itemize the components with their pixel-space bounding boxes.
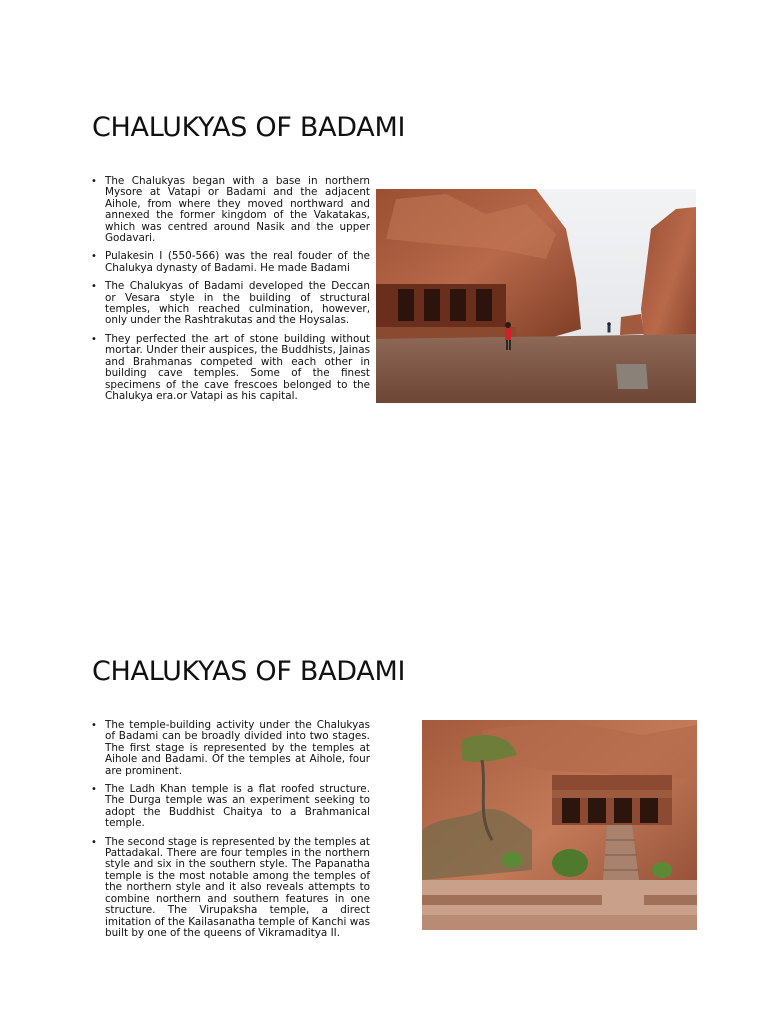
bullet-item	[90, 334, 370, 402]
cave-temple-photo	[422, 720, 697, 930]
bullet-dot-icon: •	[91, 784, 97, 796]
bullet-item	[90, 784, 370, 830]
slide-title: CHALUKYAS OF BADAMI	[92, 112, 406, 143]
bullet-text: The Chalukyas began with a base in northern Mysore at Vatapi or Badami and the adjacent Aihole, from where they moved northward and annexed the former kingdom of the Vakatakas, which was centred around Nasik and the upper Godavari.	[105, 175, 370, 245]
bullet-item	[90, 837, 370, 940]
bullet-dot-icon: •	[91, 281, 97, 293]
bullet-item	[90, 281, 370, 327]
bullet-item	[90, 251, 370, 274]
bullet-dot-icon: •	[91, 176, 97, 187]
bullet-text: Pulakesin I (550-566) was the real fouder of the Chalukya dynasty of Badami. He made Badami	[105, 250, 370, 274]
slide-title: CHALUKYAS OF BADAMI	[92, 656, 406, 687]
bullet-text: The Chalukyas of Badami developed the Deccan or Vesara style in the building of structural temples, which reached culmination, however, only under the Rashtrakutas and the Hoysalas.	[105, 280, 370, 327]
bullet-text: They perfected the art of stone building without mortar. Under their auspices, the Buddhists, Jainas and Brahmanas competed with each other in building cave temples. Some of the finest specimens of the cave frescoes belonged to the Chalukya era.or Vatapi as his capital.	[105, 332, 370, 402]
slide-2	[0, 512, 768, 1024]
bullet-dot-icon: •	[91, 251, 97, 263]
bullet-list	[90, 720, 370, 946]
bullet-list	[90, 176, 370, 409]
bullet-dot-icon: •	[91, 333, 97, 345]
bullet-text: The second stage is represented by the temples at Pattadakal. There are four temples in the northern style and six in the southern style. The Papanatha temple is the most notable among the temples of the northern style and it also reveals attempts to combine northern and southern features in one structure. The Virupaksha temple, a direct imitation of the Kailasanatha temple of Kanchi was built by one of the queens of Vikramaditya II.	[105, 835, 370, 939]
bullet-item	[90, 720, 370, 777]
cave-cliff-photo	[376, 189, 696, 403]
cave-cliff-illustration	[376, 189, 696, 403]
cave-temple-illustration	[422, 720, 697, 930]
bullet-dot-icon: •	[91, 836, 97, 848]
bullet-text: The temple-building activity under the Chalukyas of Badami can be broadly divided into two stages. The first stage is represented by the temples at Aihole and Badami. Of the temples at Aihole, four are prominent.	[105, 719, 370, 777]
distant-person-figure	[607, 322, 611, 332]
bullet-text: The Ladh Khan temple is a flat roofed structure. The Durga temple was an experiment seeking to adopt the Buddhist Chaitya to a Brahmanical temple.	[105, 783, 370, 830]
bullet-item	[90, 176, 370, 244]
bullet-dot-icon: •	[91, 720, 97, 731]
